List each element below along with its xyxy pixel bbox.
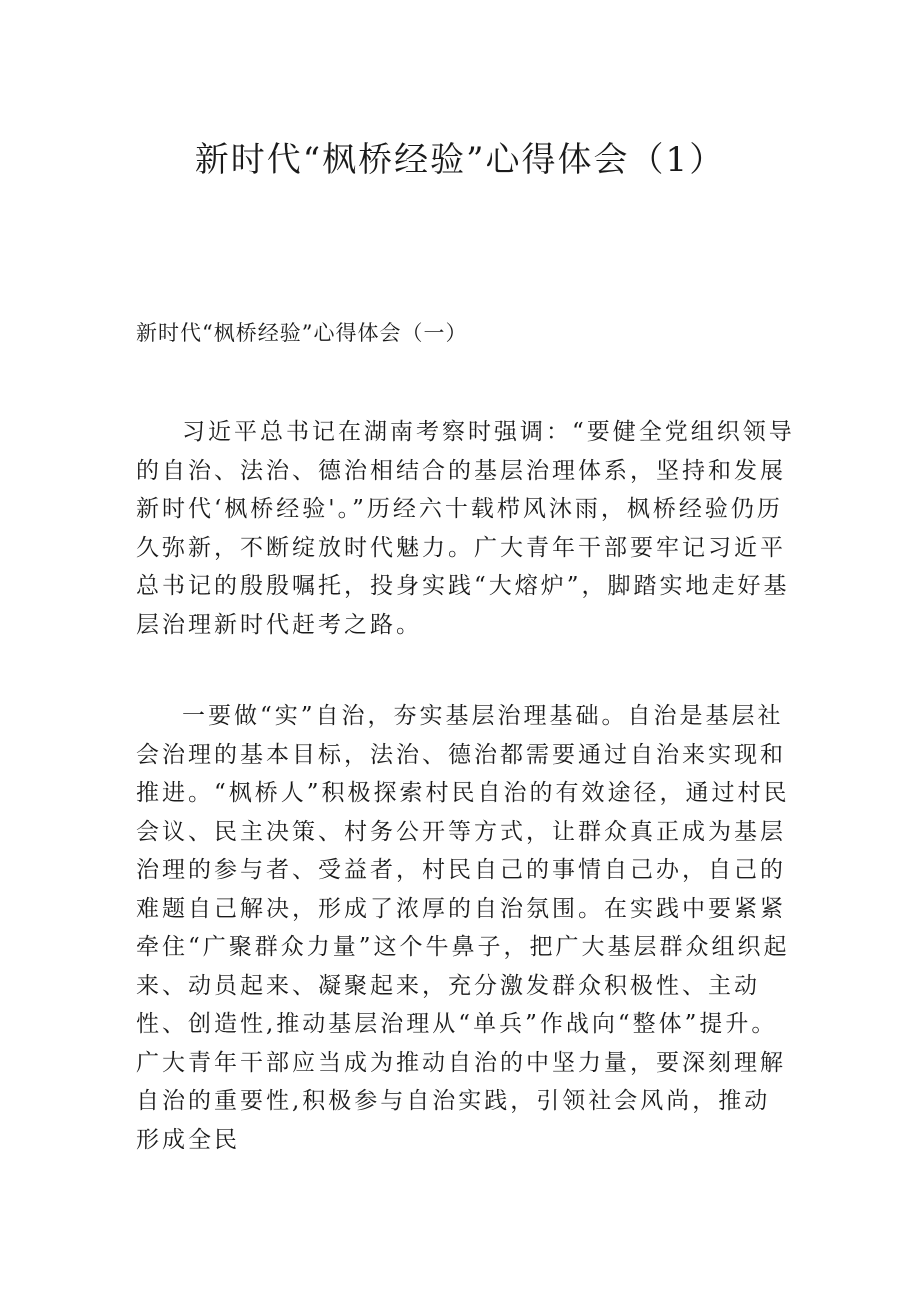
body-paragraph: 一要做“实”自治，夯实基层治理基础。自治是基层社会治理的基本目标，法治、德治都需要通过自治来实现和推进。“枫桥人”积极探索村民自治的有效途径，通过村民会议、民主决策、村务公开等方式，让群众真正成为基层治理的参与者、受益者，村民自己的事情自己办，自己的难题自己解决，形成了浓厚的自治氛围。在实践中要紧紧牵住“广聚群众力量”这个牛鼻子，把广大基层群众组织起来、动员起来、凝聚起来，充分激发群众积极性、主动性、创造性,推动基层治理从“单兵”作战向“整体”提升。广大青年干部应当成为推动自治的中坚力量，要深刻理解自治的重要性,积极参与自治实践，引领社会风尚，推动形成全民	[136, 703, 790, 1153]
document-subtitle: 新时代“枫桥经验”心得体会（一）	[136, 321, 468, 345]
document-title: 新时代“枫桥经验”心得体会（1）	[194, 140, 726, 180]
body-paragraph: 习近平总书记在湖南考察时强调：“要健全党组织领导的自治、法治、德治相结合的基层治理体系，坚持和发展新时代‘枫桥经验'。”历经六十载栉风沐雨，枫桥经验仍历久弥新，不断绽放时代魅力。广大青年干部要牢记习近平总书记的殷殷嘱托，投身实践“大熔炉”，脚踏实地走好基层治理新时代赶考之路。	[136, 419, 795, 638]
